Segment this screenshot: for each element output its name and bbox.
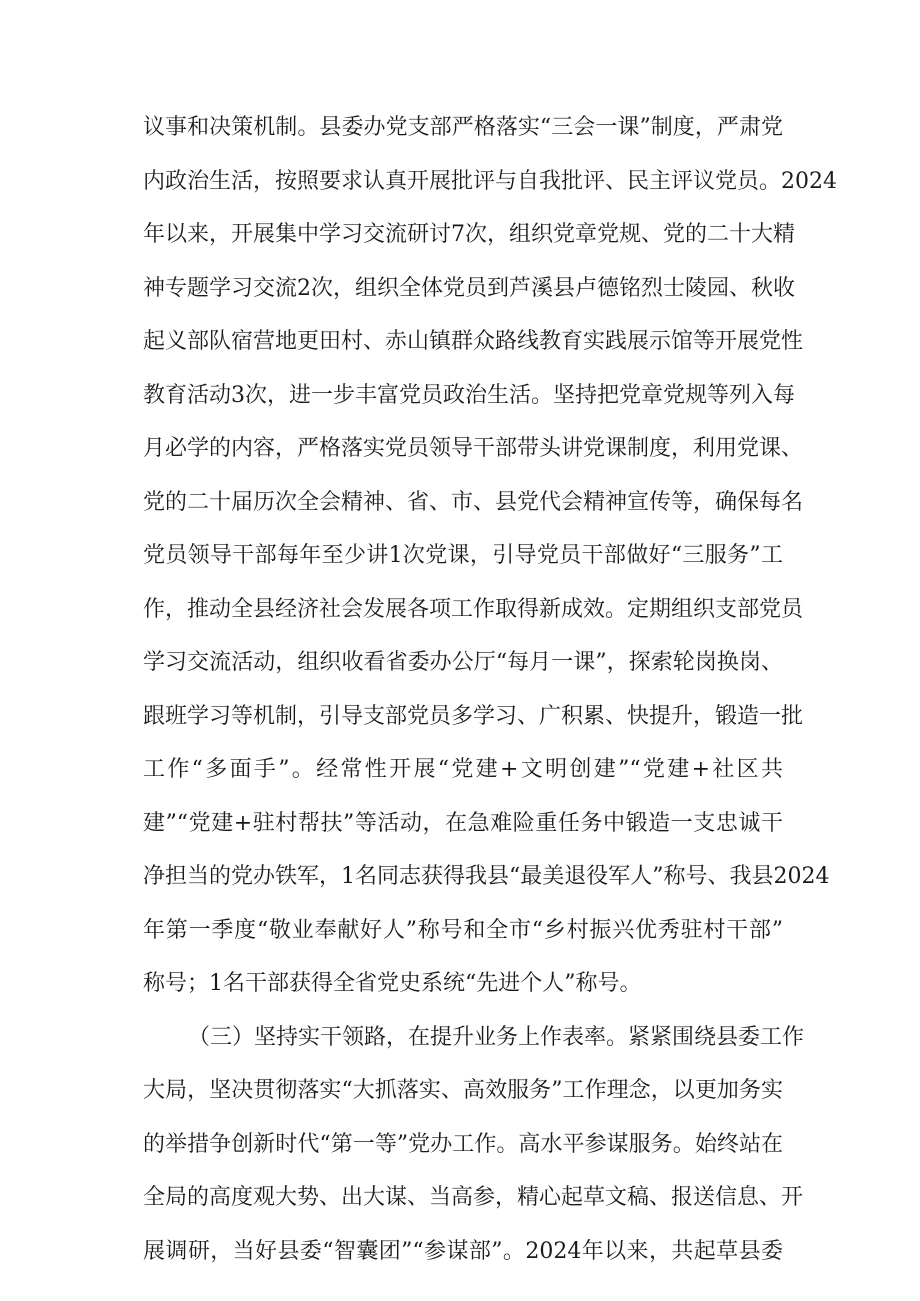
text-line-14: 建”“党建+驻村帮扶”等活动，在急难险重任务中锻造一支忠诚干 bbox=[143, 811, 783, 836]
text-line-21: 全局的高度观大势、出大谋、当高参，精心起草文稿、报送信息、开 bbox=[143, 1185, 804, 1210]
section-heading-line: （三）坚持实干领路，在提升业务上作表率。紧紧围绕县委工作 bbox=[188, 1025, 805, 1050]
text-line-3: 年以来，开展集中学习交流研讨7次，组织党章党规、党的二十大精 bbox=[143, 222, 795, 247]
text-line-8: 党的二十届历次全会精神、省、市、县党代会精神宣传等，确保每名 bbox=[143, 490, 804, 515]
text-line-13: 工作“多面手”。经常性开展“党建+文明创建”“党建+社区共 bbox=[143, 757, 783, 782]
text-line-1: 议事和决策机制。县委办党支部严格落实“三会一课”制度，严肃党 bbox=[143, 115, 783, 140]
text-line-22: 展调研，当好县委“智囊团”“参谋部”。2024年以来，共起草县委 bbox=[143, 1239, 783, 1264]
text-line-20: 的举措争创新时代“第一等”党办工作。高水平参谋服务。始终站在 bbox=[143, 1132, 783, 1157]
text-line-16: 年第一季度“敬业奉献好人”称号和全市“乡村振兴优秀驻村干部” bbox=[143, 918, 783, 943]
text-line-17: 称号；1名干部获得全省党史系统“先进个人”称号。 bbox=[143, 971, 642, 996]
text-line-10: 作，推动全县经济社会发展各项工作取得新成效。定期组织支部党员 bbox=[143, 597, 804, 622]
text-line-4: 神专题学习交流2次，组织全体党员到芦溪县卢德铭烈士陵园、秋收 bbox=[143, 276, 795, 301]
text-line-7: 月必学的内容，严格落实党员领导干部带头讲党课制度，利用党课、 bbox=[143, 436, 804, 461]
text-line-5: 起义部队宿营地更田村、赤山镇群众路线教育实践展示馆等开展党性 bbox=[143, 329, 804, 354]
text-line-2: 内政治生活，按照要求认真开展批评与自我批评、民主评议党员。2024 bbox=[143, 169, 837, 194]
text-line-12: 跟班学习等机制，引导支部党员多学习、广积累、快提升，锻造一批 bbox=[143, 704, 804, 729]
text-line-11: 学习交流活动，组织收看省委办公厅“每月一课”，探索轮岗换岗、 bbox=[143, 650, 783, 675]
text-line-9: 党员领导干部每年至少讲1次党课，引导党员干部做好“三服务”工 bbox=[143, 543, 783, 568]
text-line-19: 大局，坚决贯彻落实“大抓落实、高效服务”工作理念，以更加务实 bbox=[143, 1078, 783, 1103]
text-line-15: 净担当的党办铁军，1名同志获得我县“最美退役军人”称号、我县2024 bbox=[143, 864, 830, 889]
text-line-6: 教育活动3次，进一步丰富党员政治生活。坚持把党章党规等列入每 bbox=[143, 383, 795, 408]
